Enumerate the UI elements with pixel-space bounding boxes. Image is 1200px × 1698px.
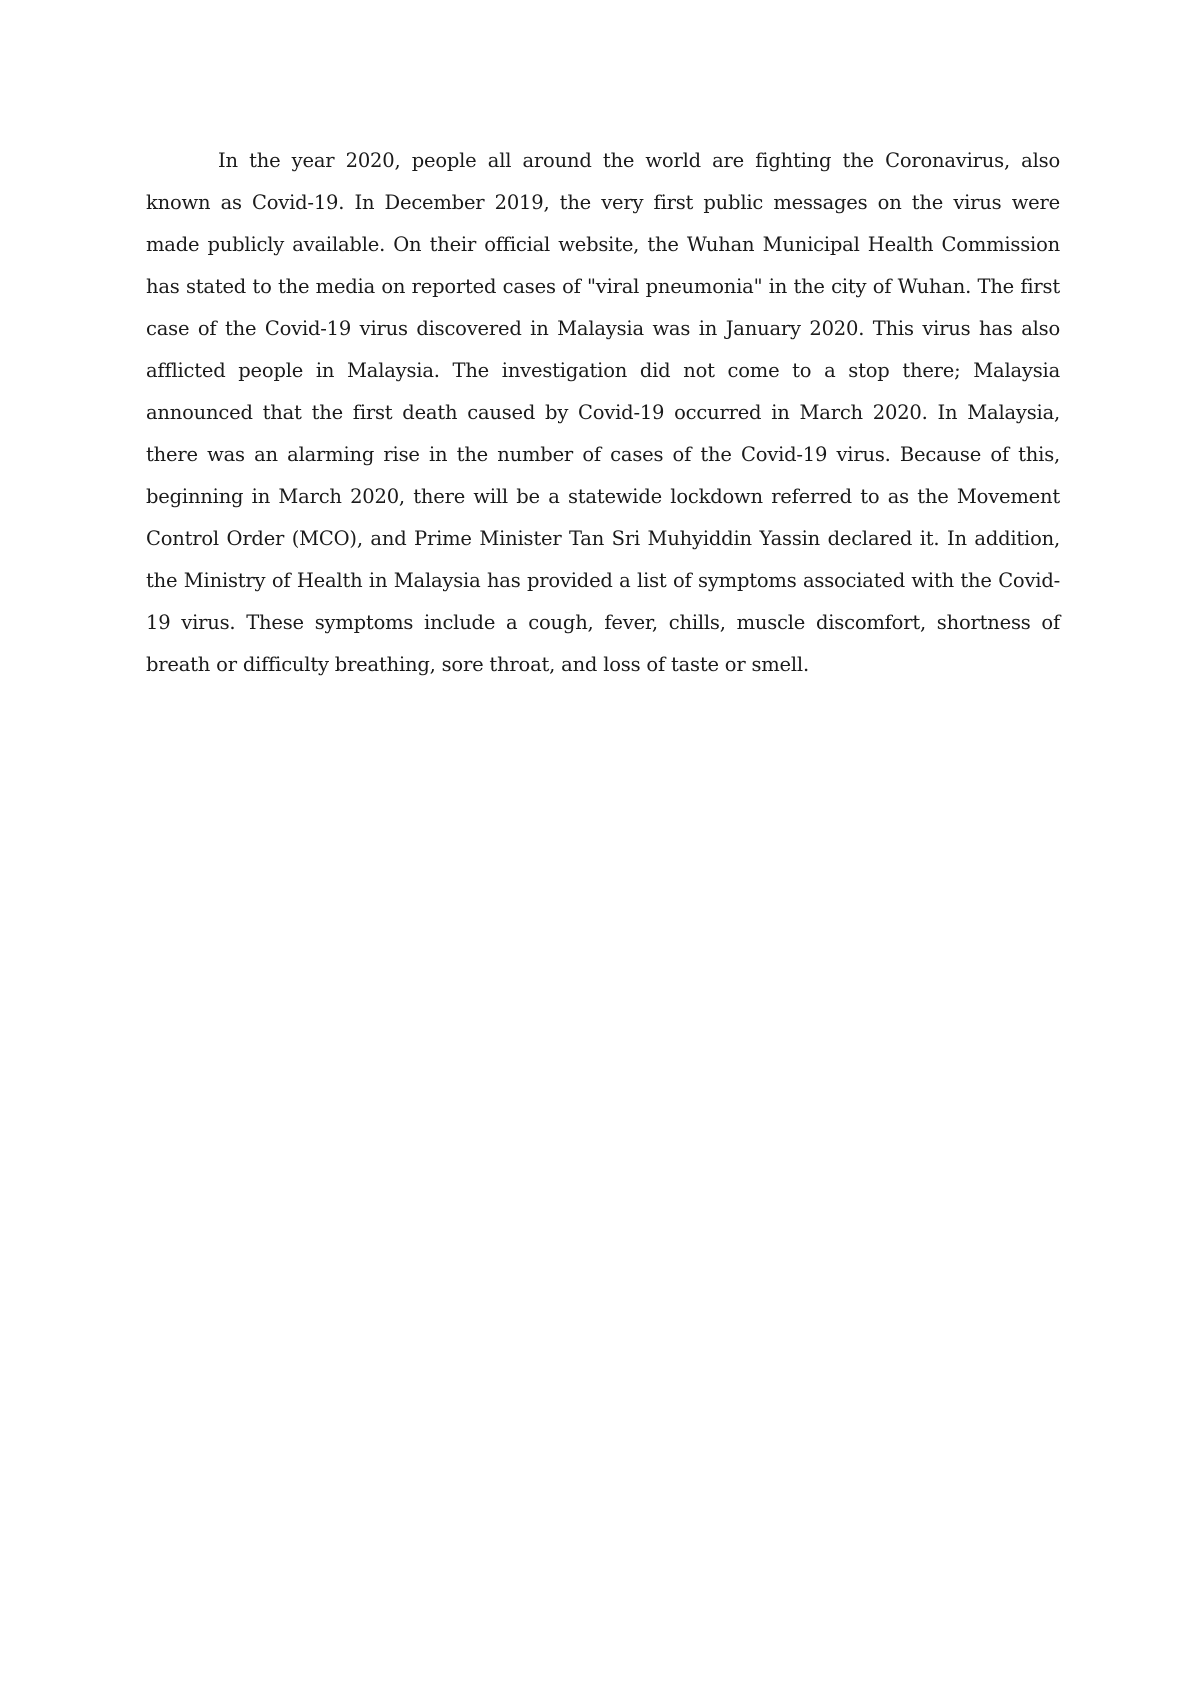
body-paragraph: In the year 2020, people all around the world are fighting the Coronavirus, also known as Covid-19. In December 2019, the very first public messages on the virus were made publicly available. On their official website, the Wuhan Municipal Health Commission has stated to the media on reported cases of "viral pneumonia" in the city of Wuhan. The first case of the Covid-19 virus discovered in Malaysia was in January 2020. This virus has also afflicted people in Malaysia. The investigation did not come to a stop there; Malaysia announced that the first death caused by Covid-19 occurred in March 2020. In Malaysia, there was an alarming rise in the number of cases of the Covid-19 virus. Because of this, beginning in March 2020, there will be a statewide lockdown referred to as the Movement Control Order (MCO), and Prime Minister Tan Sri Muhyiddin Yassin declared it. In addition, the Ministry of Health in Malaysia has provided a list of symptoms associated with the Covid-19 virus. These symptoms include a cough, fever, chills, muscle discomfort, shortness of breath or difficulty breathing, sore throat, and loss of taste or smell. [146,149,1060,676]
